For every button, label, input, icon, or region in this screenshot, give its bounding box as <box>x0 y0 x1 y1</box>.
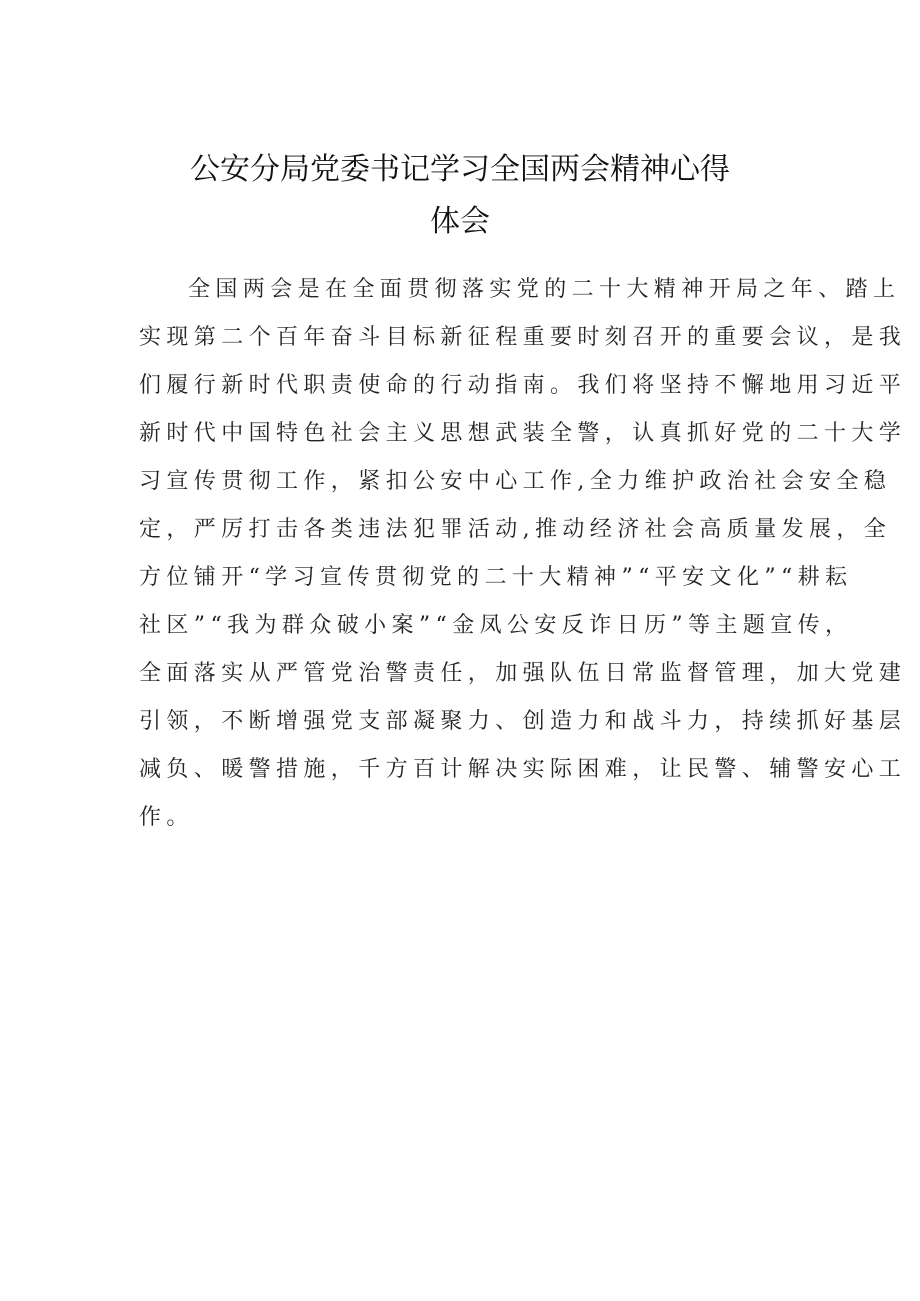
paragraph-line-3: 们履行新时代职责使命的行动指南。我们将坚持不懈地用习近平 <box>139 373 907 398</box>
paragraph-line-4: 新时代中国特色社会主义思想武装全警，认真抓好党的二十大学 <box>139 421 907 446</box>
paragraph-line-11: 减负、暖警措施，千方百计解决实际困难，让民警、辅警安心工 <box>139 757 907 782</box>
paragraph-line-10: 引领，不断增强党支部凝聚力、创造力和战斗力，持续抓好基层 <box>139 709 907 734</box>
paragraph-line-2: 实现第二个百年奋斗目标新征程重要时刻召开的重要会议，是我 <box>139 325 907 350</box>
paragraph-line-5: 习宣传贯彻工作，紧扣公安中心工作,全力维护政治社会安全稳 <box>139 469 892 494</box>
paragraph-line-12: 作。 <box>139 805 194 830</box>
document-title-line-1: 公安分局党委书记学习全国两会精神心得 <box>190 152 730 187</box>
paragraph-line-8: 社区”“我为群众破小案”“金凤公安反诈日历”等主题宣传， <box>139 613 853 638</box>
paragraph-line-6: 定，严厉打击各类违法犯罪活动,推动经济社会高质量发展，全 <box>139 517 892 542</box>
paragraph-line-1: 全国两会是在全面贯彻落实党的二十大精神开局之年、踏上 <box>188 277 901 302</box>
paragraph-line-7: 方位铺开“学习宣传贯彻党的二十大精神”“平安文化”“耕耘 <box>139 565 853 590</box>
paragraph-line-9: 全面落实从严管党治警责任，加强队伍日常监督管理，加大党建 <box>139 661 907 686</box>
document-title-line-2: 体会 <box>430 204 490 239</box>
